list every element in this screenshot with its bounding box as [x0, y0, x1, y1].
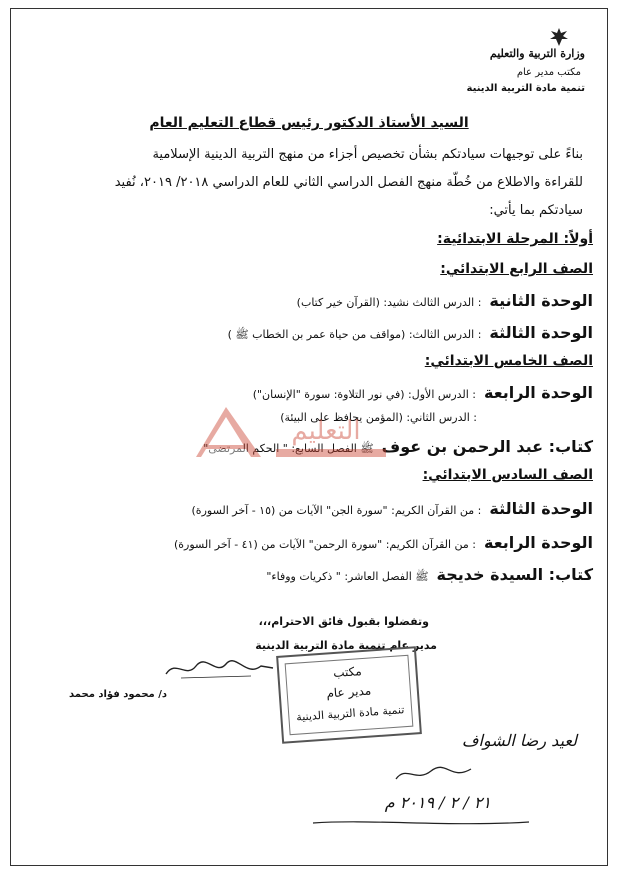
office-name: مكتب مدير عام: [516, 67, 581, 78]
addressee: السيد الأستاذ الدكتور رئيس قطاع التعليم العام: [149, 115, 469, 131]
grade6-book-text: ﷺ الفصل العاشر: " ذكريات ووفاء": [266, 570, 429, 583]
department-name: تنمية مادة التربية الدينية: [466, 83, 585, 94]
intro-line-2: للقراءة والاطلاع من خُطّة منهج الفصل الدراسي الثاني للعام الدراسي ٢٠١٨/ ٢٠١٩، نُفيد: [114, 175, 583, 190]
grade4-unit2-row: [297, 291, 593, 310]
watermark-logo: [186, 387, 406, 477]
grade6-title: الصف السادس الابتدائي:: [422, 467, 593, 483]
grade4-unit2-label: الوحدة الثانية: [489, 291, 593, 310]
grade5-book-label: كتاب: عبد الرحمن بن عوف: [381, 437, 593, 456]
grade5-unit4-text-2: : الدرس الثاني: (المؤمن يحافظ على البيئة): [280, 411, 477, 424]
handwritten-note: لعيد رضا الشواف: [461, 731, 577, 750]
grade4-unit3-label: الوحدة الثالثة: [489, 323, 593, 342]
stamp-line-2: مدير عام: [325, 683, 372, 701]
official-stamp: [276, 646, 422, 744]
grade6-unit3-text: : من القرآن الكريم: "سورة الجن" الآيات من (١٥ - آخر السورة): [191, 504, 482, 517]
grade6-unit4-label: الوحدة الرابعة: [484, 533, 593, 552]
watermark-text: التعليم: [291, 416, 361, 446]
grade6-book-row: [266, 565, 593, 586]
stage-heading: أولاً: المرحلة الابتدائية:: [437, 231, 593, 247]
document-page: [10, 8, 608, 866]
grade6-unit4-row: [174, 533, 593, 552]
grade4-title: الصف الرابع الابتدائي:: [440, 261, 593, 277]
grade5-unit4-text: : الدرس الأول: (في نور التلاوة: سورة "الإنسان"): [252, 388, 477, 401]
grade6-unit4-text: : من القرآن الكريم: "سورة الرحمن" الآيات من (٤١ - آخر السورة): [174, 538, 477, 551]
grade4-unit3-text: : الدرس الثالث: (مواقف من حياة عمر بن الخطاب ﷺ ): [227, 328, 482, 341]
grade6-unit3-label: الوحدة الثالثة: [489, 499, 593, 518]
closing-text: وتفضلوا بقبول فائق الاحترام،،،: [258, 615, 429, 628]
signature-title: مدير عام تنمية مادة التربية الدينية: [255, 639, 437, 652]
ministry-name: وزارة التربية والتعليم: [489, 47, 585, 60]
intro-line-1: بناءً على توجيهات سيادتكم بشأن تخصيص أجزاء من منهج التربية الدينية الإسلامية: [152, 147, 583, 162]
handwritten-date: ٢١ / ٢ / ٢٠١٩ م: [384, 793, 491, 812]
date-underline: [311, 817, 531, 829]
grade4-unit3-row: [228, 323, 593, 344]
grade5-title: الصف الخامس الابتدائي:: [424, 353, 593, 369]
grade4-unit2-text: : الدرس الثالث نشيد: (القرآن خير كتاب): [296, 296, 482, 309]
signature-name: د/ محمود فؤاد محمد: [69, 689, 167, 700]
stamp-line-1: مكتب: [332, 664, 363, 681]
eagle-emblem-icon: [548, 27, 570, 47]
stamp-line-3: تنمية مادة التربية الدينية: [295, 703, 405, 724]
handwritten-scribble: [391, 761, 481, 787]
signature-scribble: [161, 654, 281, 684]
grade5-book-text: ﷺ الفصل السابع: " الحكم المرتضى": [203, 442, 374, 455]
intro-line-3: سيادتكم بما يأتي:: [489, 203, 583, 218]
grade6-unit3-row: [192, 499, 593, 518]
grade6-book-label: كتاب: السيدة خديجة: [436, 565, 593, 584]
grade5-unit4-label: الوحدة الرابعة: [484, 383, 593, 402]
